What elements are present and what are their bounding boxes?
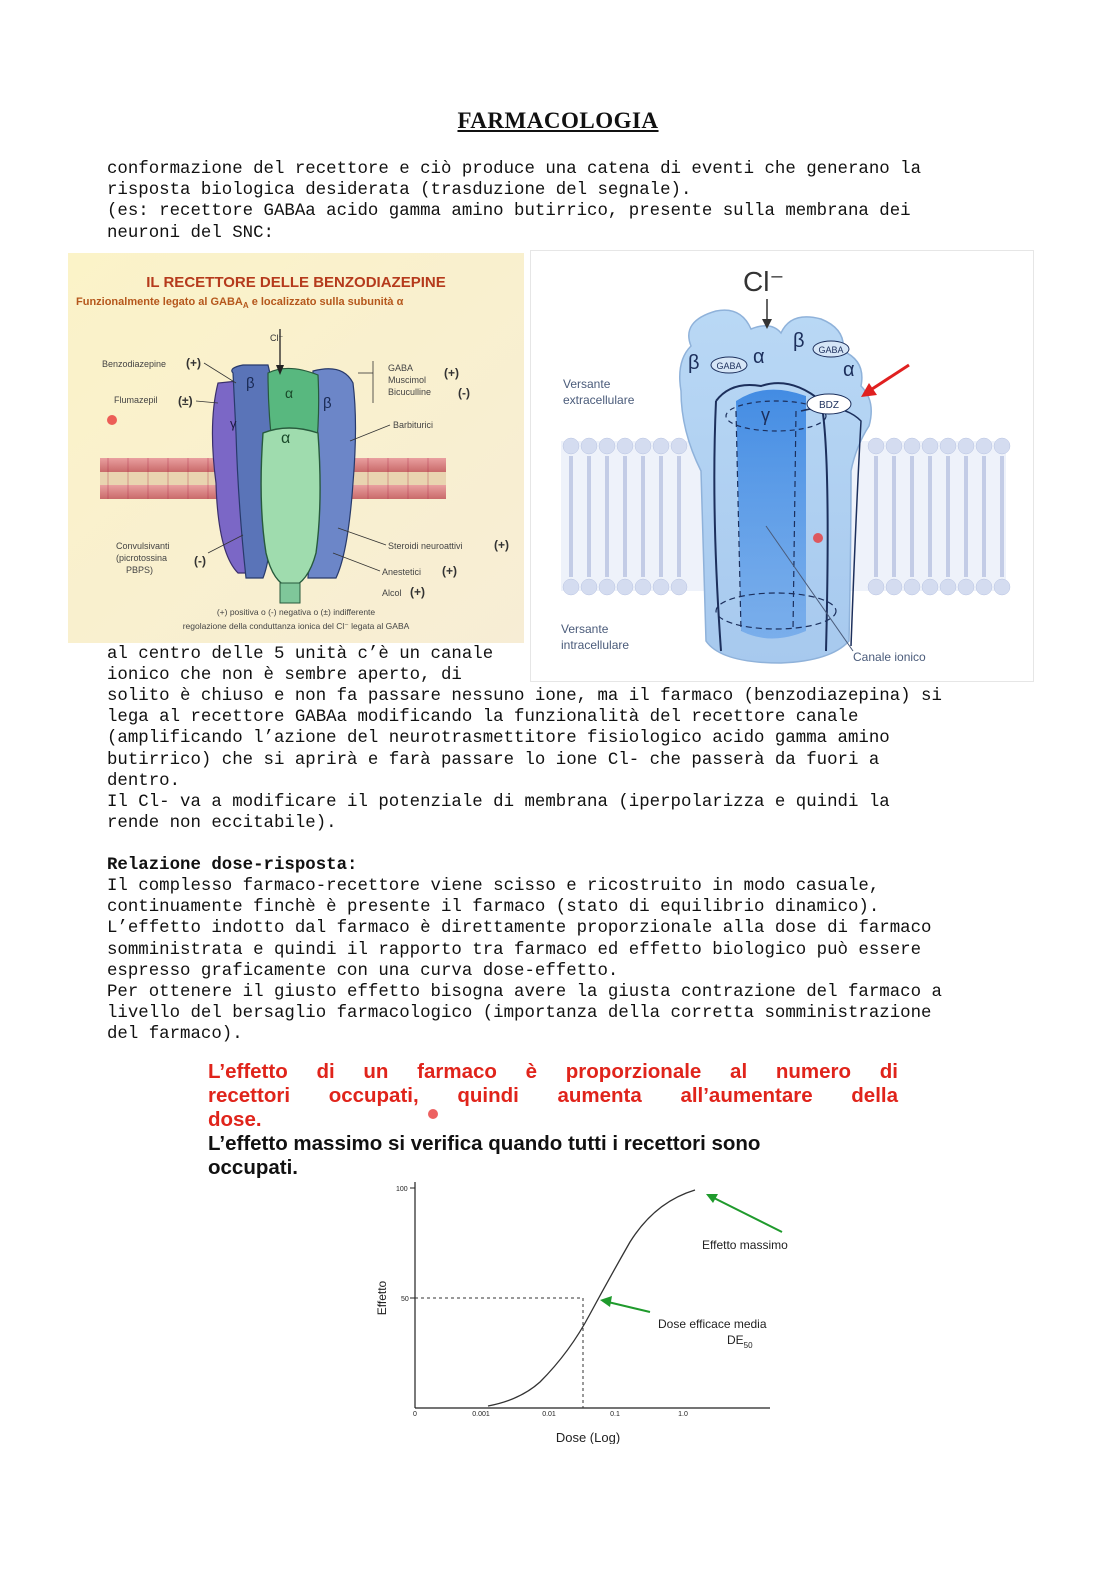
dose-chart-axes [410,1182,770,1408]
wrap-paragraph: al centro delle 5 unità c’è un canale ionico che non è sembre aperto, di [107,645,494,686]
svg-text:(+): (+) [444,366,459,380]
benzodiazepine-receptor-figure [68,253,524,643]
svg-text:(-): (-) [458,386,470,400]
x-tick-0: 0 [413,1411,417,1418]
svg-text:(+): (+) [410,585,425,599]
dose-figure-red-text: L’effetto di un farmaco è proporzionale al numero di recettori occupati, quindi aumenta all’aumentare della dose. [208,1060,898,1131]
y-axis-label: Effetto [375,1280,389,1316]
svg-text:α: α [285,385,294,401]
label-flumazepil: Flumazepil [114,395,158,405]
svg-text:(+): (+) [186,356,201,370]
label-alcol: Alcol [382,588,402,598]
svg-text:(±): (±) [178,394,193,408]
svg-text:β: β [793,330,805,352]
x-tick-001: 0.01 [542,1411,556,1418]
svg-text:α: α [843,359,855,381]
body-paragraph: solito è chiuso e non fa passare nessuno ione, ma il farmaco (benzodiazepina) si lega al recettore GABAa modificando la funzionalità del recettore canale (amplificando l’azione del neurotrasmettitore fisiologico acido gamma amino butirrico) che si aprirà e farà passare lo ione Cl- che passerà da fuori a dentro. Il Cl- va a modificare il potenziale di membrana (iperpolarizza e quindi la rende non eccitabile). [107,687,942,834]
label-barbiturici: Barbiturici [393,420,434,430]
svg-text:β: β [688,352,700,374]
y-tick-100: 100 [396,1186,408,1193]
svg-text:(-): (-) [194,554,206,568]
label-benzodiazepine: Benzodiazepine [102,359,167,369]
y-tick-50: 50 [401,1296,409,1303]
left-fig-footer-2: regolazione della conduttanza ionica del Cl⁻ legata al GABA [182,621,410,631]
dose-response-figure [200,1052,912,1444]
page-title: FARMACOLOGIA [457,108,659,133]
x-tick-10: 1.0 [678,1411,688,1418]
left-fig-footer-1: (+) positiva o (-) negativa o (±) indifferente [216,607,376,617]
label-intracellulare: Versante intracellulare [561,622,630,652]
cl-label-right: Cl⁻ [743,266,785,297]
dose-figure-black-text: L’effetto massimo si verifica quando tutti i recettori sono occupati. [208,1132,761,1179]
label-convulsivanti: Convulsivanti (picrotossina PBPS) [116,541,170,575]
cl-label-left: Cl⁻ [270,333,284,343]
annotation-de50: Dose efficace media [658,1317,767,1331]
label-gaba-group: GABA Muscimol Bicuculline [388,363,432,397]
svg-text:α: α [753,346,765,368]
left-fig-subtitle: Funzionalmente legato al $GABA_A$ e localizzato sulla subunità α [76,296,404,310]
bdz-site: BDZ [819,400,839,411]
annotation-max-effect: Effetto massimo [702,1238,788,1252]
svg-text:DE50: $DE_{50}$ [727,1333,753,1350]
svg-text:(+): (+) [442,564,457,578]
x-tick-01: 0.1 [610,1411,620,1418]
svg-text:α: α [281,430,291,447]
x-tick-0001: 0.001 [472,1411,490,1418]
de50-arrow [600,1296,612,1307]
svg-text:β: β [246,375,255,392]
label-anestetici: Anestetici [382,567,422,577]
dose-paragraph: Il complesso farmaco-recettore viene scisso e ricostruito in modo casuale, continuamente finchè è presente il farmaco (stato di equilibrio dinamico). L’effetto indotto dal farmaco è direttamente proporzionale alla dose di farmaco somministrata e quindi il rapporto tra farmaco ed effetto biologico può essere espresso graficamente con una curva dose-effetto. Per ottenere il giusto effetto bisogna avere la giusta contrazione del farmaco a livello del bersaglio farmacologico (importanza della corretta somministrazione del farmaco). [107,877,942,1045]
label-steroidi: Steroidi neuroattivi [388,541,463,551]
label-canale-ionico: Canale ionico [853,650,926,664]
gaba-site-1: GABA [716,361,742,371]
subunit-alpha-front [261,428,320,588]
svg-text:(+): (+) [494,538,509,552]
svg-text:γ: γ [761,405,770,425]
svg-text:γ: γ [230,416,237,431]
left-fig-title: IL RECETTORE DELLE BENZODIAZEPINE [146,274,446,291]
x-axis-label: Dose (Log) [555,1430,621,1444]
label-extracellulare: Versante extracellulare [563,377,635,407]
svg-text:β: β [323,395,332,412]
gaba-channel-figure [530,250,1034,682]
intro-paragraph: conformazione del recettore e ciò produce una catena di eventi che generano la risposta biologica desiderata (trasduzione del segnale). (es: recettore GABAa acido gamma amino butirrico, presente sulla membrana dei neuroni del SNC: [107,160,922,243]
dose-heading: Relazione dose-risposta: [107,856,358,875]
gaba-site-2: GABA [818,345,844,355]
